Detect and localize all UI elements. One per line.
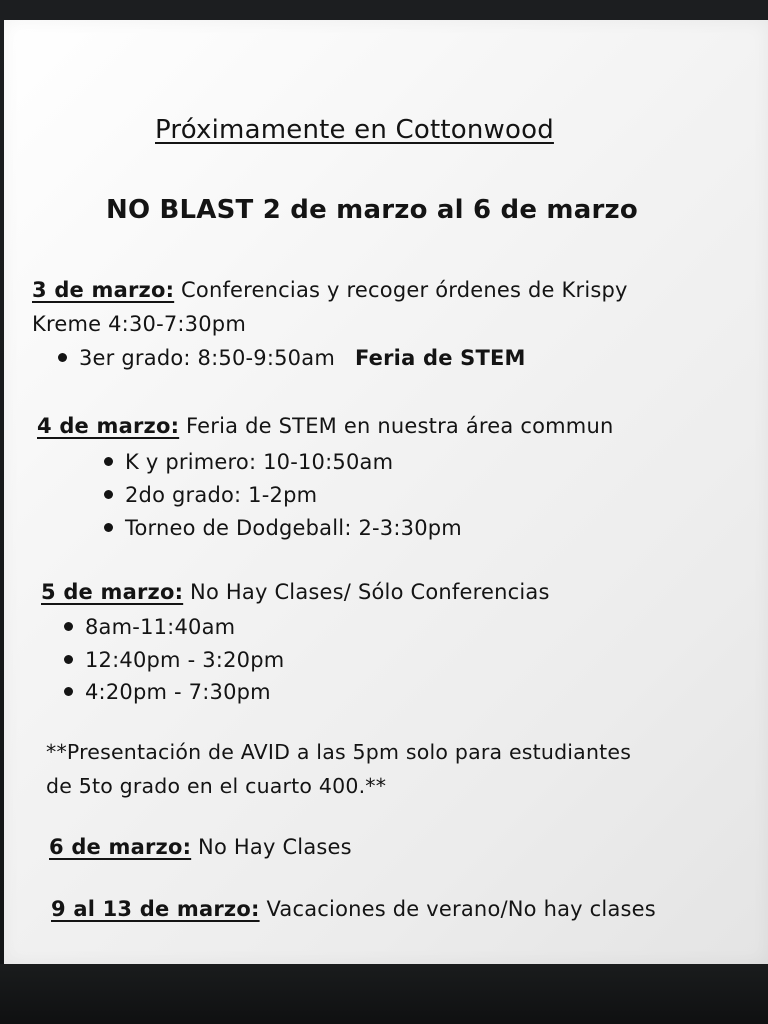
mar5-bullet-text: 12:40pm - 3:20pm (85, 648, 285, 672)
mar9-text: Vacaciones de verano/No hay clases (259, 897, 656, 921)
mar3-text: Conferencias y recoger órdenes de Krispy (174, 278, 628, 302)
bullet-icon (104, 457, 113, 466)
flyer-title: Próximamente en Cottonwood (155, 115, 554, 145)
mar9-line (51, 897, 656, 921)
mar3-date: 3 de marzo: (32, 278, 175, 302)
bullet-icon (64, 655, 73, 664)
mar4-text: Feria de STEM en nuestra área commun (179, 414, 614, 438)
mar5-bullet (64, 648, 284, 672)
mar5-bullet (64, 615, 235, 639)
mar3-bullet-bold: Feria de STEM (354, 346, 526, 370)
avid-note-line-1: **Presentación de AVID a las 5pm solo para estudiantes (46, 740, 632, 764)
mar9-date: 9 al 13 de marzo: (51, 897, 260, 921)
mar5-date: 5 de marzo: (41, 580, 184, 604)
mar5-bullet (64, 680, 271, 704)
mar4-bullet (104, 450, 393, 474)
mar4-bullet-text: Torneo de Dodgeball: 2-3:30pm (125, 516, 462, 540)
mar4-bullet-text: K y primero: 10-10:50am (125, 450, 394, 474)
flyer-subtitle: NO BLAST 2 de marzo al 6 de marzo (106, 195, 638, 225)
mar4-line (37, 414, 613, 438)
mar6-date: 6 de marzo: (49, 835, 192, 859)
mar4-bullet (104, 483, 317, 507)
mar3-bullet-text: 3er grado: 8:50-9:50am (79, 346, 335, 370)
mar5-bullet-text: 4:20pm - 7:30pm (85, 680, 271, 704)
bullet-icon (64, 687, 73, 696)
mar6-line (49, 835, 352, 859)
bullet-icon (104, 523, 113, 532)
mar4-bullet-text: 2do grado: 1-2pm (125, 483, 318, 507)
mar6-text: No Hay Clases (191, 835, 352, 859)
mar5-bullet-text: 8am-11:40am (85, 615, 236, 639)
mar4-date: 4 de marzo: (37, 414, 180, 438)
bullet-icon (64, 622, 73, 631)
mar4-bullet (104, 516, 462, 540)
avid-note-line-2: de 5to grado en el cuarto 400.** (46, 774, 387, 798)
bullet-icon (58, 353, 67, 362)
mar5-line (41, 580, 550, 604)
mar5-text: No Hay Clases/ Sólo Conferencias (183, 580, 550, 604)
flyer-document (4, 20, 768, 964)
bullet-icon (104, 490, 113, 499)
mar3-line (32, 278, 628, 302)
monitor-bottom-bezel (0, 964, 768, 1024)
mar3-line-2: Kreme 4:30-7:30pm (32, 312, 246, 336)
mar3-bullet (58, 346, 526, 370)
